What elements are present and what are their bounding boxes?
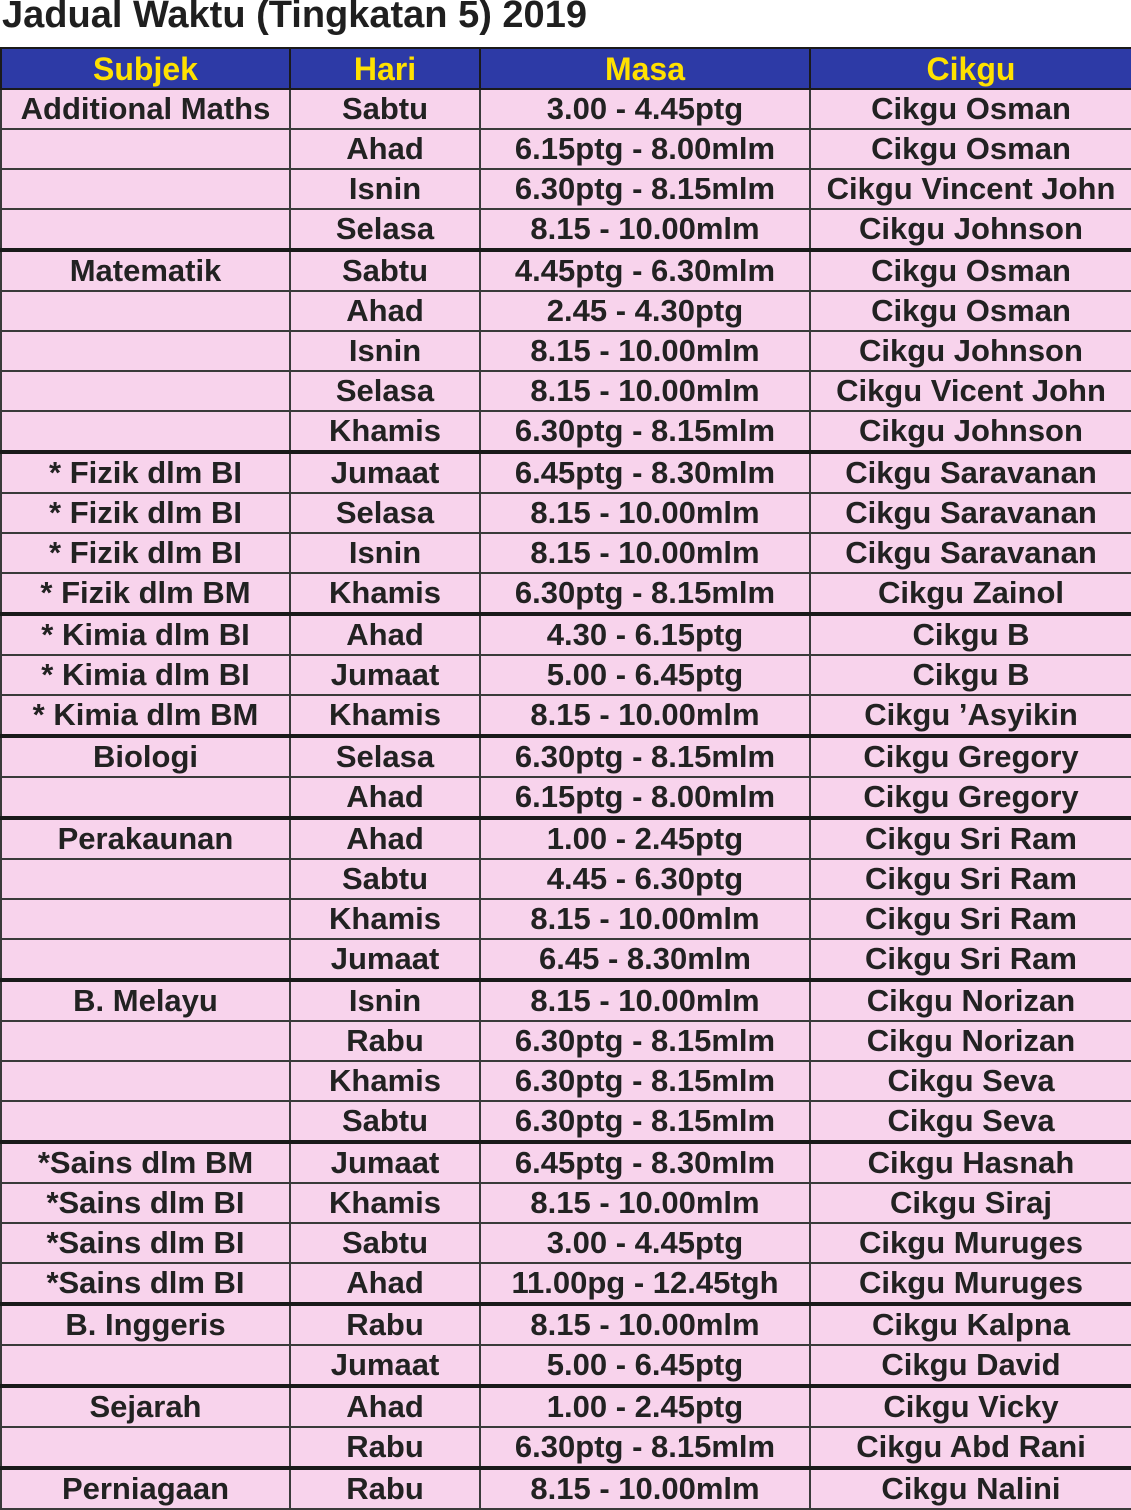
day-cell: Sabtu xyxy=(290,1101,480,1142)
teacher-cell: Cikgu Osman xyxy=(810,129,1131,169)
table-row xyxy=(1,371,1131,411)
subject-cell: Perakaunan xyxy=(1,818,290,859)
day-cell: Jumaat xyxy=(290,939,480,980)
subject-cell xyxy=(1,899,290,939)
day-cell: Rabu xyxy=(290,1304,480,1345)
table-row xyxy=(1,818,1131,859)
day-cell: Ahad xyxy=(290,1386,480,1427)
subject-cell xyxy=(1,777,290,818)
subject-cell xyxy=(1,291,290,331)
table-row xyxy=(1,1304,1131,1345)
subject-cell xyxy=(1,939,290,980)
subject-cell: *Sains dlm BM xyxy=(1,1142,290,1183)
time-cell: 6.30ptg - 8.15mlm xyxy=(480,169,810,209)
subject-cell: *Sains dlm BI xyxy=(1,1223,290,1263)
table-row xyxy=(1,736,1131,777)
time-cell: 5.00 - 6.45ptg xyxy=(480,1345,810,1386)
time-cell: 1.00 - 2.45ptg xyxy=(480,818,810,859)
day-cell: Ahad xyxy=(290,129,480,169)
time-cell: 8.15 - 10.00mlm xyxy=(480,371,810,411)
time-cell: 4.45ptg - 6.30mlm xyxy=(480,250,810,291)
table-row xyxy=(1,573,1131,614)
teacher-cell: Cikgu Osman xyxy=(810,291,1131,331)
table-row xyxy=(1,1021,1131,1061)
day-cell: Ahad xyxy=(290,291,480,331)
table-row xyxy=(1,129,1131,169)
table-row xyxy=(1,1427,1131,1468)
teacher-cell: Cikgu Sri Ram xyxy=(810,939,1131,980)
subject-cell: Biologi xyxy=(1,736,290,777)
day-cell: Khamis xyxy=(290,573,480,614)
subject-cell xyxy=(1,331,290,371)
day-cell: Isnin xyxy=(290,533,480,573)
day-cell: Ahad xyxy=(290,777,480,818)
table-row xyxy=(1,331,1131,371)
time-cell: 6.30ptg - 8.15mlm xyxy=(480,1021,810,1061)
time-cell: 6.15ptg - 8.00mlm xyxy=(480,129,810,169)
table-row xyxy=(1,1223,1131,1263)
teacher-cell: Cikgu Norizan xyxy=(810,1021,1131,1061)
subject-cell: *Sains dlm BI xyxy=(1,1183,290,1223)
subject-cell: * Fizik dlm BM xyxy=(1,573,290,614)
table-row xyxy=(1,291,1131,331)
time-cell: 6.30ptg - 8.15mlm xyxy=(480,1101,810,1142)
day-cell: Selasa xyxy=(290,209,480,250)
table-row xyxy=(1,209,1131,250)
subject-cell: * Fizik dlm BI xyxy=(1,493,290,533)
teacher-cell: Cikgu Sri Ram xyxy=(810,818,1131,859)
table-row xyxy=(1,899,1131,939)
day-cell: Khamis xyxy=(290,695,480,736)
table-row xyxy=(1,1142,1131,1183)
time-cell: 3.00 - 4.45ptg xyxy=(480,89,810,129)
teacher-cell: Cikgu Abd Rani xyxy=(810,1427,1131,1468)
teacher-cell: Cikgu Johnson xyxy=(810,209,1131,250)
time-cell: 6.30ptg - 8.15mlm xyxy=(480,736,810,777)
subject-cell: * Kimia dlm BM xyxy=(1,695,290,736)
time-cell: 8.15 - 10.00mlm xyxy=(480,533,810,573)
header-hari: Hari xyxy=(290,48,480,89)
header-cikgu: Cikgu xyxy=(810,48,1131,89)
subject-cell: * Kimia dlm BI xyxy=(1,655,290,695)
subject-cell: Additional Maths xyxy=(1,89,290,129)
time-cell: 6.45ptg - 8.30mlm xyxy=(480,1142,810,1183)
table-row xyxy=(1,939,1131,980)
day-cell: Isnin xyxy=(290,331,480,371)
day-cell: Ahad xyxy=(290,818,480,859)
table-row xyxy=(1,411,1131,452)
time-cell: 8.15 - 10.00mlm xyxy=(480,695,810,736)
teacher-cell: Cikgu Muruges xyxy=(810,1263,1131,1304)
time-cell: 6.15ptg - 8.00mlm xyxy=(480,777,810,818)
time-cell: 4.45 - 6.30ptg xyxy=(480,859,810,899)
table-row xyxy=(1,980,1131,1021)
header-subjek: Subjek xyxy=(1,48,290,89)
teacher-cell: Cikgu Vicent John xyxy=(810,371,1131,411)
table-row xyxy=(1,533,1131,573)
day-cell: Selasa xyxy=(290,493,480,533)
day-cell: Rabu xyxy=(290,1427,480,1468)
subject-cell xyxy=(1,1345,290,1386)
teacher-cell: Cikgu Zainol xyxy=(810,573,1131,614)
table-row xyxy=(1,1183,1131,1223)
subject-cell: *Sains dlm BI xyxy=(1,1263,290,1304)
table-row xyxy=(1,777,1131,818)
teacher-cell: Cikgu Seva xyxy=(810,1061,1131,1101)
teacher-cell: Cikgu Hasnah xyxy=(810,1142,1131,1183)
subject-cell: B. Inggeris xyxy=(1,1304,290,1345)
time-cell: 8.15 - 10.00mlm xyxy=(480,1304,810,1345)
subject-cell: Matematik xyxy=(1,250,290,291)
time-cell: 6.30ptg - 8.15mlm xyxy=(480,573,810,614)
teacher-cell: Cikgu Gregory xyxy=(810,736,1131,777)
day-cell: Rabu xyxy=(290,1468,480,1509)
day-cell: Sabtu xyxy=(290,1223,480,1263)
table-row xyxy=(1,250,1131,291)
day-cell: Jumaat xyxy=(290,1345,480,1386)
day-cell: Rabu xyxy=(290,1021,480,1061)
teacher-cell: Cikgu Johnson xyxy=(810,411,1131,452)
day-cell: Sabtu xyxy=(290,250,480,291)
teacher-cell: Cikgu Nalini xyxy=(810,1468,1131,1509)
day-cell: Ahad xyxy=(290,1263,480,1304)
day-cell: Selasa xyxy=(290,371,480,411)
time-cell: 5.00 - 6.45ptg xyxy=(480,655,810,695)
table-row xyxy=(1,1263,1131,1304)
time-cell: 8.15 - 10.00mlm xyxy=(480,493,810,533)
teacher-cell: Cikgu Norizan xyxy=(810,980,1131,1021)
table-row xyxy=(1,655,1131,695)
subject-cell xyxy=(1,1101,290,1142)
subject-cell: * Fizik dlm BI xyxy=(1,533,290,573)
time-cell: 8.15 - 10.00mlm xyxy=(480,980,810,1021)
subject-cell xyxy=(1,411,290,452)
subject-cell: B. Melayu xyxy=(1,980,290,1021)
subject-cell xyxy=(1,1427,290,1468)
day-cell: Jumaat xyxy=(290,452,480,493)
day-cell: Isnin xyxy=(290,980,480,1021)
subject-cell xyxy=(1,1061,290,1101)
time-cell: 8.15 - 10.00mlm xyxy=(480,1468,810,1509)
subject-cell: Perniagaan xyxy=(1,1468,290,1509)
teacher-cell: Cikgu David xyxy=(810,1345,1131,1386)
time-cell: 1.00 - 2.45ptg xyxy=(480,1386,810,1427)
subject-cell: Sejarah xyxy=(1,1386,290,1427)
teacher-cell: Cikgu Saravanan xyxy=(810,493,1131,533)
time-cell: 4.30 - 6.15ptg xyxy=(480,614,810,655)
table-row xyxy=(1,169,1131,209)
table-row xyxy=(1,493,1131,533)
teacher-cell: Cikgu Johnson xyxy=(810,331,1131,371)
teacher-cell: Cikgu Sri Ram xyxy=(810,859,1131,899)
table-row xyxy=(1,1468,1131,1509)
page-title: Jadual Waktu (Tingkatan 5) 2019 xyxy=(2,0,587,36)
teacher-cell: Cikgu Gregory xyxy=(810,777,1131,818)
day-cell: Khamis xyxy=(290,899,480,939)
day-cell: Sabtu xyxy=(290,859,480,899)
subject-cell: * Kimia dlm BI xyxy=(1,614,290,655)
table-row xyxy=(1,1386,1131,1427)
day-cell: Khamis xyxy=(290,1183,480,1223)
teacher-cell: Cikgu Osman xyxy=(810,89,1131,129)
time-cell: 6.45ptg - 8.30mlm xyxy=(480,452,810,493)
day-cell: Isnin xyxy=(290,169,480,209)
header-row xyxy=(1,48,1131,89)
day-cell: Khamis xyxy=(290,1061,480,1101)
table-row xyxy=(1,1061,1131,1101)
table-row xyxy=(1,1101,1131,1142)
subject-cell xyxy=(1,129,290,169)
day-cell: Selasa xyxy=(290,736,480,777)
table-row xyxy=(1,1345,1131,1386)
time-cell: 6.30ptg - 8.15mlm xyxy=(480,1427,810,1468)
time-cell: 2.45 - 4.30ptg xyxy=(480,291,810,331)
time-cell: 8.15 - 10.00mlm xyxy=(480,331,810,371)
subject-cell xyxy=(1,859,290,899)
teacher-cell: Cikgu Kalpna xyxy=(810,1304,1131,1345)
subject-cell: * Fizik dlm BI xyxy=(1,452,290,493)
teacher-cell: Cikgu B xyxy=(810,614,1131,655)
teacher-cell: Cikgu Vincent John xyxy=(810,169,1131,209)
time-cell: 8.15 - 10.00mlm xyxy=(480,899,810,939)
time-cell: 3.00 - 4.45ptg xyxy=(480,1223,810,1263)
day-cell: Jumaat xyxy=(290,1142,480,1183)
time-cell: 6.45 - 8.30mlm xyxy=(480,939,810,980)
day-cell: Khamis xyxy=(290,411,480,452)
subject-cell xyxy=(1,371,290,411)
teacher-cell: Cikgu Seva xyxy=(810,1101,1131,1142)
time-cell: 6.30ptg - 8.15mlm xyxy=(480,1061,810,1101)
teacher-cell: Cikgu B xyxy=(810,655,1131,695)
teacher-cell: Cikgu ’Asyikin xyxy=(810,695,1131,736)
teacher-cell: Cikgu Siraj xyxy=(810,1183,1131,1223)
table-row xyxy=(1,89,1131,129)
timetable xyxy=(0,47,1131,1510)
time-cell: 6.30ptg - 8.15mlm xyxy=(480,411,810,452)
subject-cell xyxy=(1,209,290,250)
teacher-cell: Cikgu Osman xyxy=(810,250,1131,291)
subject-cell xyxy=(1,1021,290,1061)
table-row xyxy=(1,859,1131,899)
time-cell: 8.15 - 10.00mlm xyxy=(480,209,810,250)
teacher-cell: Cikgu Saravanan xyxy=(810,533,1131,573)
teacher-cell: Cikgu Saravanan xyxy=(810,452,1131,493)
day-cell: Sabtu xyxy=(290,89,480,129)
teacher-cell: Cikgu Vicky xyxy=(810,1386,1131,1427)
day-cell: Ahad xyxy=(290,614,480,655)
day-cell: Jumaat xyxy=(290,655,480,695)
time-cell: 11.00pg - 12.45tgh xyxy=(480,1263,810,1304)
table-row xyxy=(1,452,1131,493)
table-row xyxy=(1,614,1131,655)
teacher-cell: Cikgu Sri Ram xyxy=(810,899,1131,939)
header-masa: Masa xyxy=(480,48,810,89)
timetable-body xyxy=(1,89,1131,1509)
time-cell: 8.15 - 10.00mlm xyxy=(480,1183,810,1223)
teacher-cell: Cikgu Muruges xyxy=(810,1223,1131,1263)
subject-cell xyxy=(1,169,290,209)
table-row xyxy=(1,695,1131,736)
